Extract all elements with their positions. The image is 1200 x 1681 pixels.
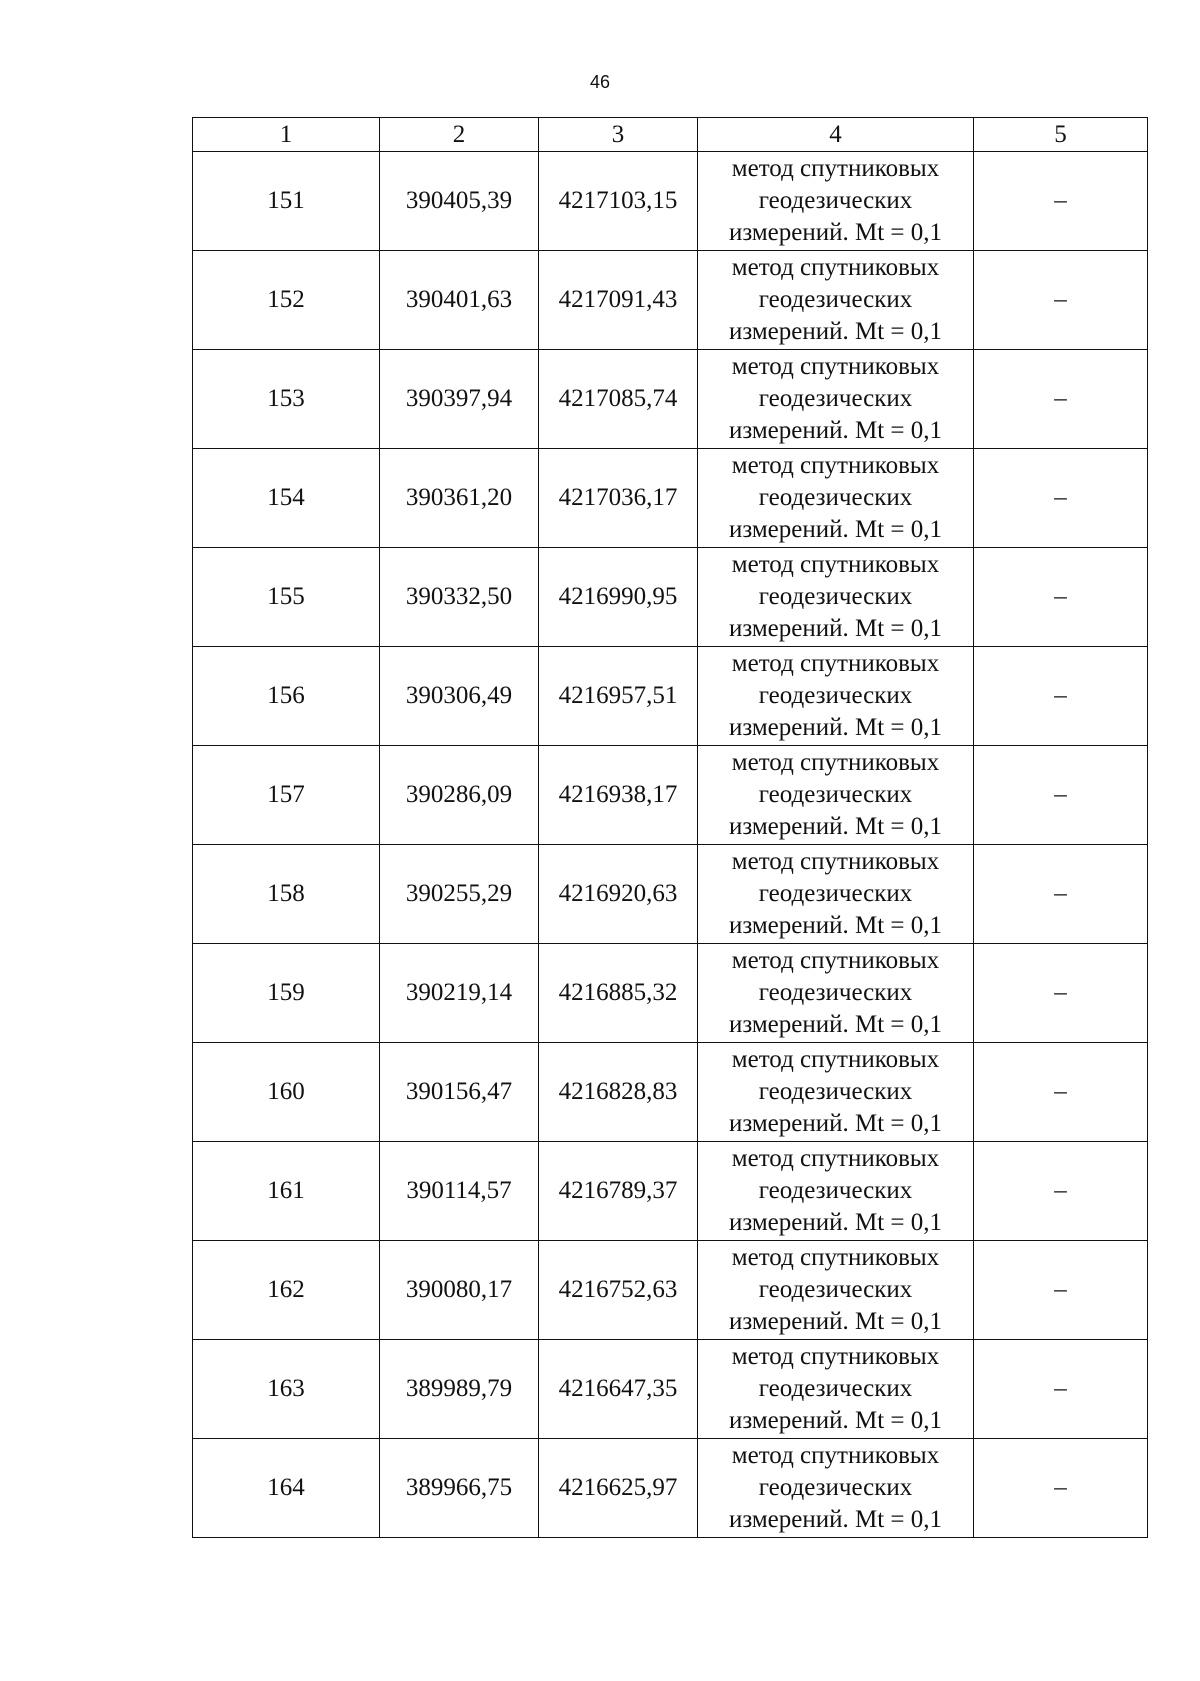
method-line-2: геодезических (758, 187, 913, 214)
point-number: 163 (193, 1340, 380, 1439)
method-line-3: измерений. Mt = 0,1 (728, 1209, 943, 1236)
method-line-2: геодезических (758, 286, 913, 313)
method-description (698, 1043, 974, 1142)
table-row (193, 350, 1148, 449)
method-line-3: измерений. Mt = 0,1 (728, 1011, 943, 1038)
method-line-3: измерений. Mt = 0,1 (728, 1110, 943, 1137)
method-description (698, 1340, 974, 1439)
column-header-2: 2 (380, 118, 539, 152)
empty-value-dash: – (974, 251, 1148, 350)
method-description (698, 548, 974, 647)
method-description (698, 1439, 974, 1538)
empty-value-dash: – (974, 548, 1148, 647)
coordinates-table (192, 117, 1148, 1538)
method-line-1: метод спутниковых (731, 353, 940, 380)
coordinate-y: 4216828,83 (539, 1043, 698, 1142)
coordinate-y: 4216885,32 (539, 944, 698, 1043)
point-number: 157 (193, 746, 380, 845)
method-line-1: метод спутниковых (731, 1244, 940, 1271)
table-row (193, 1439, 1148, 1538)
table-row (193, 1340, 1148, 1439)
method-line-3: измерений. Mt = 0,1 (728, 615, 943, 642)
method-line-3: измерений. Mt = 0,1 (728, 714, 943, 741)
method-description (698, 1241, 974, 1340)
coordinate-x: 390219,14 (380, 944, 539, 1043)
method-line-2: геодезических (758, 484, 913, 511)
table-header (193, 118, 1148, 152)
method-description (698, 449, 974, 548)
table-row (193, 152, 1148, 251)
method-line-1: метод спутниковых (731, 947, 940, 974)
coordinate-x: 390156,47 (380, 1043, 539, 1142)
coordinate-y: 4217085,74 (539, 350, 698, 449)
method-line-3: измерений. Mt = 0,1 (728, 417, 943, 444)
coordinate-x: 390401,63 (380, 251, 539, 350)
coordinate-y: 4217036,17 (539, 449, 698, 548)
table-row (193, 449, 1148, 548)
table-row (193, 845, 1148, 944)
coordinate-y: 4216752,63 (539, 1241, 698, 1340)
method-description (698, 944, 974, 1043)
method-description (698, 1142, 974, 1241)
point-number: 155 (193, 548, 380, 647)
empty-value-dash: – (974, 1241, 1148, 1340)
method-line-1: метод спутниковых (731, 650, 940, 677)
point-number: 158 (193, 845, 380, 944)
table-row (193, 1241, 1148, 1340)
method-line-3: измерений. Mt = 0,1 (728, 516, 943, 543)
method-line-2: геодезических (758, 1375, 913, 1402)
empty-value-dash: – (974, 1340, 1148, 1439)
method-line-1: метод спутниковых (731, 1145, 940, 1172)
method-line-1: метод спутниковых (731, 749, 940, 776)
coordinate-y: 4217103,15 (539, 152, 698, 251)
method-description (698, 251, 974, 350)
method-line-2: геодезических (758, 682, 913, 709)
point-number: 162 (193, 1241, 380, 1340)
coordinate-x: 390332,50 (380, 548, 539, 647)
method-line-1: метод спутниковых (731, 1343, 940, 1370)
empty-value-dash: – (974, 647, 1148, 746)
point-number: 154 (193, 449, 380, 548)
column-header-4: 4 (698, 118, 974, 152)
method-line-2: геодезических (758, 1177, 913, 1204)
column-header-1: 1 (193, 118, 380, 152)
method-line-2: геодезических (758, 1078, 913, 1105)
method-description (698, 350, 974, 449)
method-line-1: метод спутниковых (731, 1046, 940, 1073)
point-number: 151 (193, 152, 380, 251)
empty-value-dash: – (974, 746, 1148, 845)
method-line-3: измерений. Mt = 0,1 (728, 813, 943, 840)
table-body (193, 152, 1148, 1538)
method-line-1: метод спутниковых (731, 155, 940, 182)
point-number: 152 (193, 251, 380, 350)
empty-value-dash: – (974, 944, 1148, 1043)
method-line-3: измерений. Mt = 0,1 (728, 1407, 943, 1434)
table-row (193, 746, 1148, 845)
method-description (698, 845, 974, 944)
method-line-2: геодезических (758, 1474, 913, 1501)
coordinate-y: 4216957,51 (539, 647, 698, 746)
table-row (193, 548, 1148, 647)
empty-value-dash: – (974, 1142, 1148, 1241)
empty-value-dash: – (974, 449, 1148, 548)
table-row (193, 1043, 1148, 1142)
coordinate-y: 4216938,17 (539, 746, 698, 845)
point-number: 160 (193, 1043, 380, 1142)
page-number: 46 (589, 72, 611, 92)
column-header-3: 3 (539, 118, 698, 152)
table-row (193, 647, 1148, 746)
coordinate-x: 389966,75 (380, 1439, 539, 1538)
method-line-1: метод спутниковых (731, 551, 940, 578)
coordinate-y: 4216920,63 (539, 845, 698, 944)
point-number: 161 (193, 1142, 380, 1241)
coordinate-x: 390405,39 (380, 152, 539, 251)
method-description (698, 746, 974, 845)
coordinate-x: 390397,94 (380, 350, 539, 449)
coordinate-x: 390361,20 (380, 449, 539, 548)
coordinate-y: 4216647,35 (539, 1340, 698, 1439)
method-line-2: геодезических (758, 979, 913, 1006)
method-description (698, 152, 974, 251)
point-number: 153 (193, 350, 380, 449)
point-number: 159 (193, 944, 380, 1043)
method-line-3: измерений. Mt = 0,1 (728, 318, 943, 345)
coordinate-x: 390286,09 (380, 746, 539, 845)
coordinate-y: 4216990,95 (539, 548, 698, 647)
empty-value-dash: – (974, 152, 1148, 251)
method-line-3: измерений. Mt = 0,1 (728, 1506, 943, 1533)
method-line-2: геодезических (758, 583, 913, 610)
method-description (698, 647, 974, 746)
method-line-2: геодезических (758, 781, 913, 808)
coordinate-x: 390255,29 (380, 845, 539, 944)
empty-value-dash: – (974, 1043, 1148, 1142)
empty-value-dash: – (974, 350, 1148, 449)
method-line-3: измерений. Mt = 0,1 (728, 912, 943, 939)
coordinate-y: 4216789,37 (539, 1142, 698, 1241)
coordinate-x: 390080,17 (380, 1241, 539, 1340)
method-line-1: метод спутниковых (731, 452, 940, 479)
coordinate-x: 389989,79 (380, 1340, 539, 1439)
table-row (193, 944, 1148, 1043)
coordinate-x: 390306,49 (380, 647, 539, 746)
coordinate-x: 390114,57 (380, 1142, 539, 1241)
method-line-1: метод спутниковых (731, 1442, 940, 1469)
method-line-3: измерений. Mt = 0,1 (728, 219, 943, 246)
header-row (193, 118, 1148, 152)
point-number: 164 (193, 1439, 380, 1538)
method-line-2: геодезических (758, 880, 913, 907)
method-line-3: измерений. Mt = 0,1 (728, 1308, 943, 1335)
table-row (193, 251, 1148, 350)
table-row (193, 1142, 1148, 1241)
coordinate-y: 4216625,97 (539, 1439, 698, 1538)
empty-value-dash: – (974, 1439, 1148, 1538)
point-number: 156 (193, 647, 380, 746)
empty-value-dash: – (974, 845, 1148, 944)
method-line-1: метод спутниковых (731, 254, 940, 281)
method-line-1: метод спутниковых (731, 848, 940, 875)
coordinate-y: 4217091,43 (539, 251, 698, 350)
method-line-2: геодезических (758, 385, 913, 412)
method-line-2: геодезических (758, 1276, 913, 1303)
column-header-5: 5 (974, 118, 1148, 152)
